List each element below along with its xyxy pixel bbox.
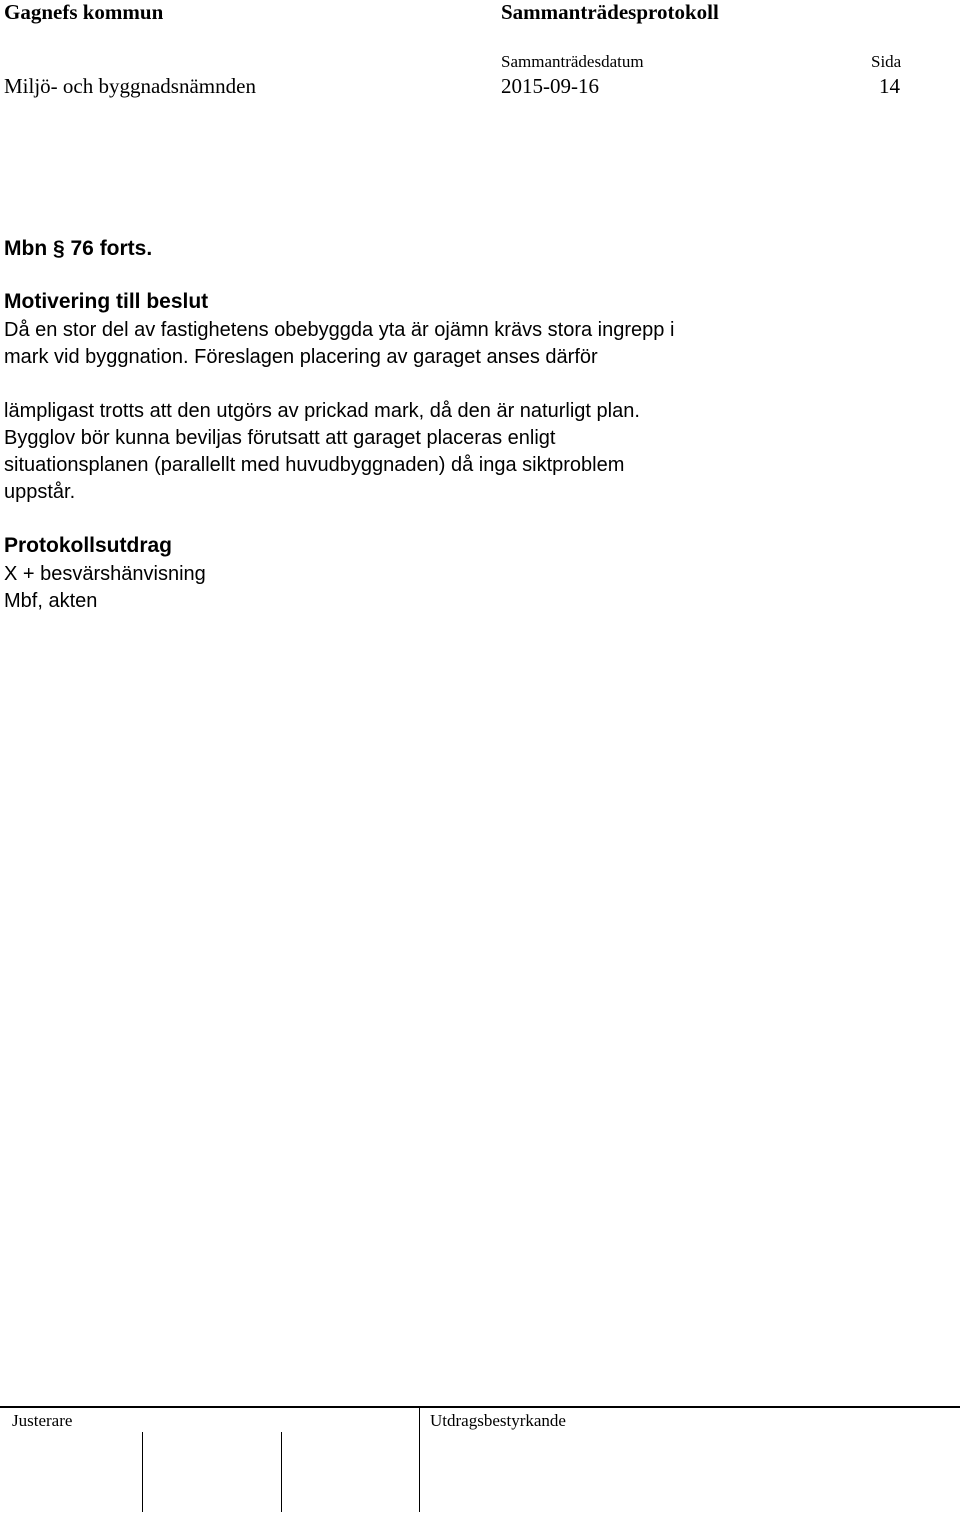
motivation-paragraph-2 bbox=[4, 398, 640, 506]
meeting-date-label: Sammanträdesdatum bbox=[501, 52, 644, 71]
board-name: Miljö- och byggnadsnämnden bbox=[4, 74, 256, 98]
protocol-extract-heading: Protokollsutdrag bbox=[4, 534, 173, 557]
motivation-heading: Motivering till beslut bbox=[4, 290, 209, 313]
meeting-date: 2015-09-16 bbox=[501, 74, 599, 98]
paragraph-line: Bygglov bör kunna beviljas förutsatt att garaget placeras enligt bbox=[4, 427, 556, 449]
signature-box-divider bbox=[281, 1432, 282, 1512]
paragraph-line: uppstår. bbox=[4, 481, 76, 503]
signature-box-divider bbox=[142, 1432, 143, 1512]
justerare-label: Justerare bbox=[12, 1411, 73, 1430]
section-title: Mbn § 76 forts. bbox=[4, 237, 153, 260]
footer-divider bbox=[0, 1406, 960, 1408]
organization-name: Gagnefs kommun bbox=[4, 0, 164, 24]
page-label: Sida bbox=[871, 52, 902, 71]
paragraph-line: lämpligast trotts att den utgörs av prickad mark, då den är naturligt plan. bbox=[4, 400, 640, 422]
page-number: 14 bbox=[879, 74, 900, 98]
recipient-item: X + besvärshänvisning bbox=[4, 563, 206, 585]
signature-box-divider bbox=[419, 1408, 420, 1512]
paragraph-line: Då en stor del av fastighetens obebyggda yta är ojämn krävs stora ingrepp i bbox=[4, 319, 675, 341]
recipient-item: Mbf, akten bbox=[4, 590, 98, 612]
protocol-recipients bbox=[4, 561, 206, 615]
document-type: Sammanträdesprotokoll bbox=[501, 0, 719, 24]
paragraph-line: situationsplanen (parallellt med huvudbyggnaden) då inga siktproblem bbox=[4, 454, 625, 476]
utdragsbestyrkande-label: Utdragsbestyrkande bbox=[430, 1411, 566, 1430]
motivation-paragraph-1 bbox=[4, 317, 674, 371]
paragraph-line: mark vid byggnation. Föreslagen placering av garaget anses därför bbox=[4, 346, 598, 368]
